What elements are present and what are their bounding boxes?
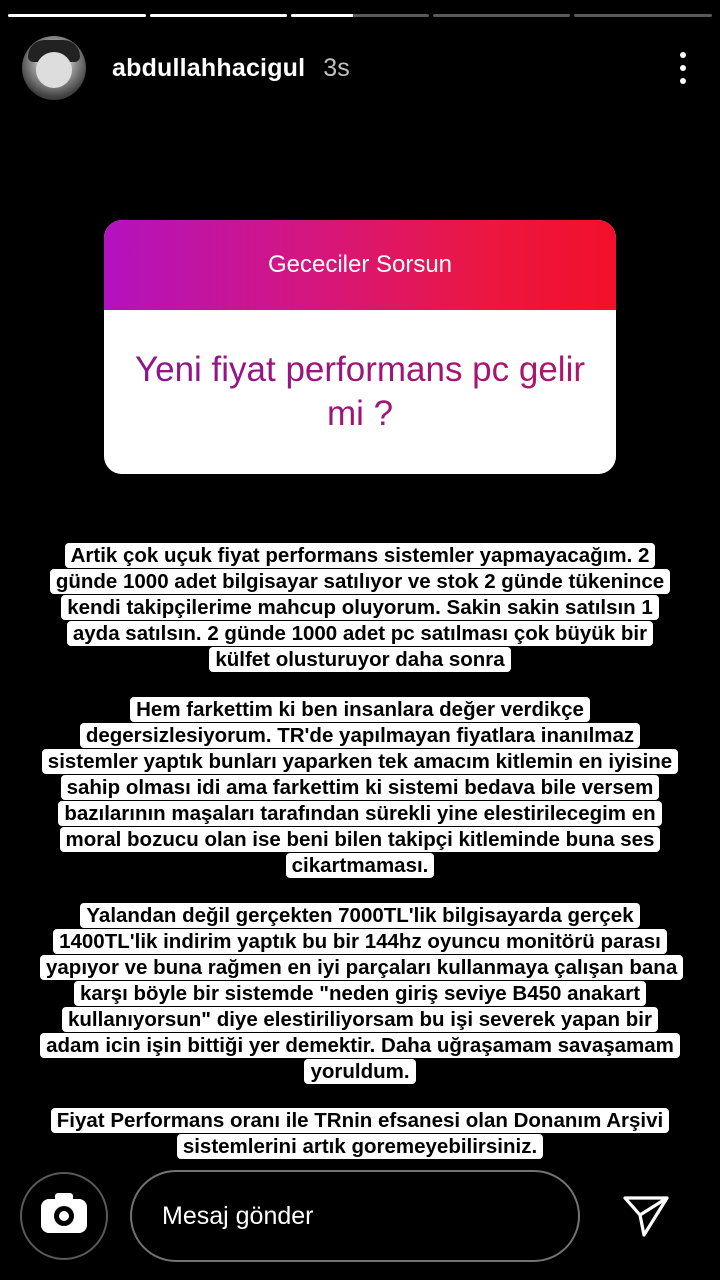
- send-icon[interactable]: [622, 1194, 670, 1238]
- message-input-placeholder: Mesaj gönder: [162, 1201, 314, 1230]
- question-sticker-header: Gececiler Sorsun: [104, 220, 616, 310]
- story-text-paragraph-3: Yalandan değil gerçekten 7000TL'lik bilgisayarda gerçek 1400TL'lik indirim yaptık bu bir 144hz oyuncu monitörü parası yapıyor ve buna rağmen en iyi parçaları kullanmaya çalışan bana karşı böyle bir sistemde "neden giriş seviye B450 anakart kullanıyorsun" diye elestiriliyorsam bu işi severek yapan bir adam icin işin bittiği yer demektir. Daha uğraşamam savaşamam yoruldum.: [40, 903, 680, 1085]
- story-timestamp: 3s: [323, 53, 350, 82]
- story-text-paragraph-1: Artik çok uçuk fiyat performans sistemler yapmayacağım. 2 günde 1000 adet bilgisayar satılıyor ve stok 2 günde tükenince kendi takipçilerime mahcup oluyorum. Sakin sakin satılsın 1 ayda satılsın. 2 günde 1000 adet pc satılması çok büyük bir külfet olusturuyor daha sonra: [40, 543, 680, 673]
- reply-bar: [0, 1166, 720, 1266]
- progress-segment: [433, 14, 571, 17]
- avatar[interactable]: [22, 36, 86, 100]
- username[interactable]: abdullahhacigul: [112, 53, 306, 82]
- progress-segment: [291, 14, 429, 17]
- progress-segment: [574, 14, 712, 17]
- progress-segment: [8, 14, 146, 17]
- story-text-paragraph-4: Fiyat Performans oranı ile TRnin efsanesi olan Donanım Arşivi sistemlerini artık goremeyebilirsiniz.: [40, 1108, 680, 1160]
- story-header: [22, 34, 698, 102]
- more-vertical-icon[interactable]: [668, 48, 698, 88]
- story-text-paragraph-2: Hem farkettim ki ben insanlara değer verdikçe degersizlesiyorum. TR'de yapılmayan fiyatlara inanılmaz sistemler yaptık bunları yaparken tek amacım kitlemin en iyisine sahip olması idi ama farkettim ki sistemi bedava bile versem bazılarının maşaları tarafından sürekli yine elestirilecegim en moral bozucu olan ise beni bilen takipçi kitleminde buna ses cikartmaması.: [40, 697, 680, 879]
- question-sticker: [104, 220, 616, 474]
- story-progress-bar: [8, 14, 712, 18]
- camera-icon[interactable]: [20, 1172, 108, 1260]
- question-text: Yeni fiyat performans pc gelir mi ?: [104, 310, 616, 474]
- message-input[interactable]: [130, 1170, 580, 1262]
- progress-segment: [150, 14, 288, 17]
